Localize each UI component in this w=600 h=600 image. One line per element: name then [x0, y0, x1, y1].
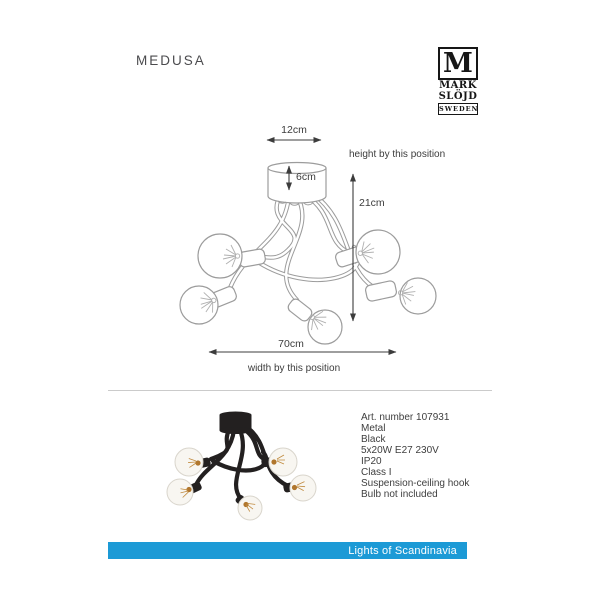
footer-bar — [108, 542, 467, 559]
lamp-line-drawing — [180, 163, 436, 345]
photo-canopy — [220, 412, 252, 435]
bulb-outlines — [180, 230, 436, 344]
dim-label-12cm: 12cm — [281, 124, 307, 136]
spec-material: Metal — [361, 423, 386, 434]
spec-art-number: Art. number 107931 — [361, 412, 450, 423]
spec-class: Class I — [361, 467, 392, 478]
spec-mounting: Suspension-ceiling hook — [361, 478, 470, 489]
brand-logo-slojd: SLÖJD — [438, 91, 478, 102]
ceiling-cup — [268, 163, 326, 206]
dim-label-6cm: 6cm — [296, 171, 316, 183]
dim-label-21cm: 21cm — [359, 197, 385, 209]
product-photo — [167, 412, 316, 521]
footer-tagline: Lights of Scandinavia — [348, 544, 457, 557]
width-note: width by this position — [247, 363, 341, 374]
section-divider — [108, 390, 492, 391]
dim-label-70cm: 70cm — [278, 338, 304, 350]
spec-bulb-note: Bulb not included — [361, 489, 438, 500]
height-note: height by this position — [349, 149, 446, 160]
brand-logo-m-letter: M — [443, 48, 473, 79]
spec-ip-rating: IP20 — [361, 456, 382, 467]
spec-wattage: 5x20W E27 230V — [361, 445, 439, 456]
spec-list — [361, 412, 469, 500]
brand-logo-sweden: SWEDEN — [439, 105, 479, 113]
brand-logo-mark: MARK — [439, 80, 477, 91]
product-title: MEDUSA — [136, 53, 206, 68]
spec-color: Black — [361, 434, 386, 445]
